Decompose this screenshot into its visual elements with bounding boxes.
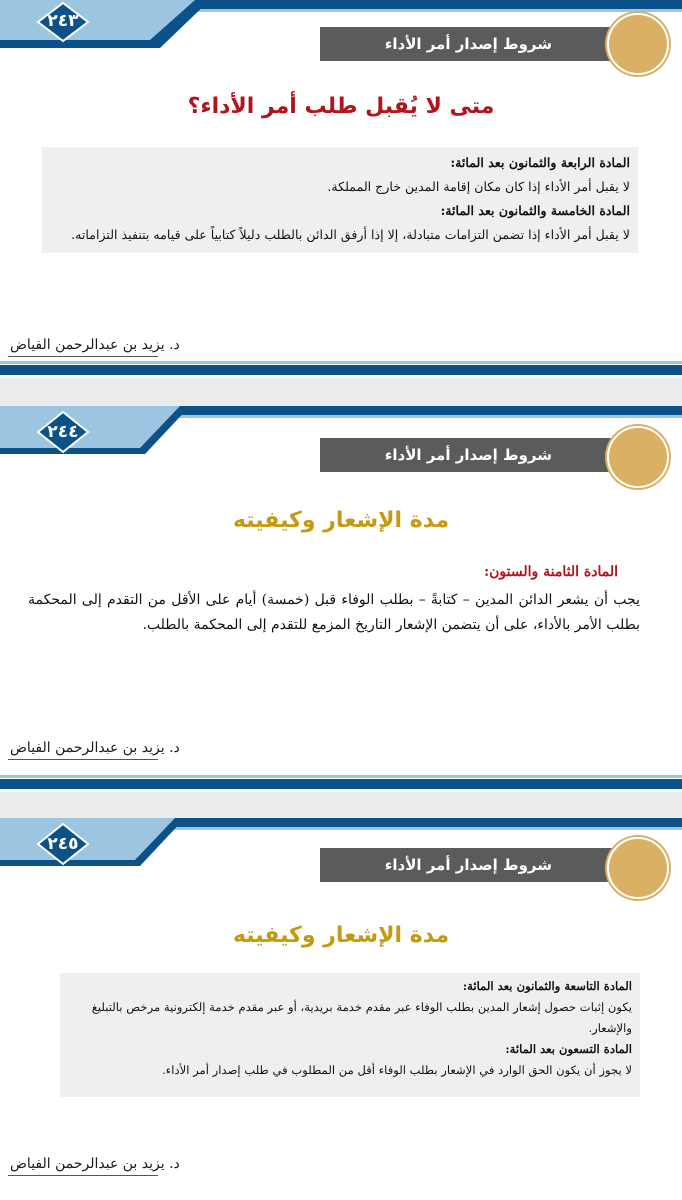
bottom-stripe <box>0 365 682 375</box>
article-text: لا يجوز أن يكون الحق الوارد في الإشعار بطلب الوفاء أقل من المطلوب في طلب إصدار أمر الأداء. <box>162 1063 632 1077</box>
article-text: لا يقبل أمر الأداء إذا كان مكان إقامة المدين خارج المملكة. <box>327 179 630 194</box>
bottom-stripe <box>0 779 682 789</box>
slide-separator <box>0 378 682 406</box>
gold-circle-icon <box>607 13 669 75</box>
bottom-stripe-accent <box>0 361 682 364</box>
slide-244 <box>0 406 682 792</box>
signature-underline <box>8 1175 158 1176</box>
slide-number-badge <box>0 406 210 454</box>
bottom-stripe-accent <box>0 775 682 778</box>
slide-243 <box>0 0 682 378</box>
article-title: المادة الرابعة والثمانون بعد المائة: <box>450 155 630 170</box>
slide-number-badge <box>0 818 210 866</box>
article-title: المادة التسعون بعد المائة: <box>505 1042 632 1056</box>
gold-circle-icon <box>607 837 669 899</box>
slide-number: ٢٤٥ <box>47 834 79 854</box>
slide-number-badge <box>0 0 210 48</box>
signature-underline <box>8 356 158 357</box>
article-text: يكون إثبات حصول إشعار المدين بطلب الوفاء عبر مقدم خدمة بريدية، أو عبر مقدم خدمة إلكترونية مرخص بالتبليغ والإشعار. <box>91 1000 632 1035</box>
signature: د. يزيد بن عبدالرحمن الفياض <box>10 1156 180 1172</box>
article-title: المادة الثامنة والستون: <box>483 564 618 580</box>
slide-number: ٢٤٣ <box>47 11 79 31</box>
slide-heading: مدة الإشعار وكيفيته <box>232 508 450 533</box>
article-text: لا يقبل أمر الأداء إذا تضمن التزامات متبادلة، إلا إذا أرفق الدائن بالطلب دليلاً كتابياً على قيامه بتنفيذ التزاماته. <box>71 227 630 242</box>
slide-245 <box>0 818 682 1200</box>
signature-underline <box>8 759 158 760</box>
section-title: شروط إصدار أمر الأداء <box>320 438 616 472</box>
article-body: يجب أن يشعر الدائن المدين – كتابةً – بطلب الوفاء قبل (خمسة) أيام على الأقل من التقدم إلى المحكمة بطلب الأمر بالأداء، على أن يتضمن الإشعار التاريخ المزمع للتقدم إلى المحكمة بالطلب. <box>28 592 640 633</box>
gold-circle-icon <box>607 426 669 488</box>
article-title: المادة التاسعة والثمانون بعد المائة: <box>462 979 632 993</box>
section-title: شروط إصدار أمر الأداء <box>320 27 616 61</box>
slide-separator <box>0 792 682 818</box>
signature: د. يزيد بن عبدالرحمن الفياض <box>10 740 180 756</box>
articles-box <box>60 973 640 1097</box>
signature: د. يزيد بن عبدالرحمن الفياض <box>10 337 180 353</box>
slide-heading: متى لا يُقبل طلب أمر الأداء؟ <box>187 94 495 119</box>
section-title: شروط إصدار أمر الأداء <box>320 848 616 882</box>
article-title: المادة الخامسة والثمانون بعد المائة: <box>440 203 630 218</box>
articles-box <box>42 147 638 253</box>
slide-number: ٢٤٤ <box>47 422 79 442</box>
slide-heading: مدة الإشعار وكيفيته <box>232 923 450 948</box>
